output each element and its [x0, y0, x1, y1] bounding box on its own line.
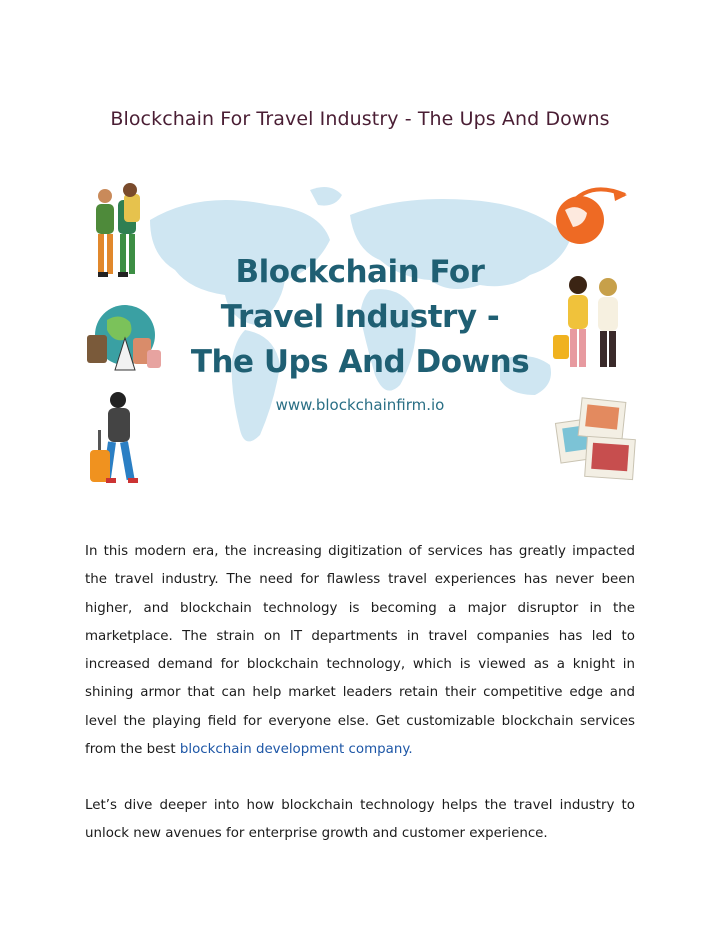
- hero-title-line-2: Travel Industry -: [220, 299, 500, 335]
- intro-paragraph: [85, 538, 635, 764]
- intro-paragraph-text: In this modern era, the increasing digitization of services has greatly impacted the travel industry. The need for flawless travel experiences has never been higher, and blockchain technology is becoming a major disruptor in the marketplace. The strain on IT departments in travel companies has led to increased demand for blockchain technology, which is viewed as a knight in shining armor that can help market leaders retain their competitive edge and level the playing field for everyone else. Get customizable blockchain services from the best: [85, 544, 635, 758]
- hero-website-url: www.blockchainfirm.io: [275, 396, 445, 414]
- blockchain-development-company-link[interactable]: blockchain development company.: [179, 742, 413, 758]
- document-title: Blockchain For Travel Industry - The Ups And Downs: [110, 108, 610, 130]
- second-paragraph: Let’s dive deeper into how blockchain technology helps the travel industry to unlock new avenues for enterprise growth and customer experience.: [85, 798, 635, 842]
- hero-title-line-1: Blockchain For: [235, 254, 485, 290]
- globe-plane-icon: [556, 189, 627, 244]
- hero-title-line-3: The Ups And Downs: [190, 344, 530, 380]
- hero-banner: [80, 160, 640, 500]
